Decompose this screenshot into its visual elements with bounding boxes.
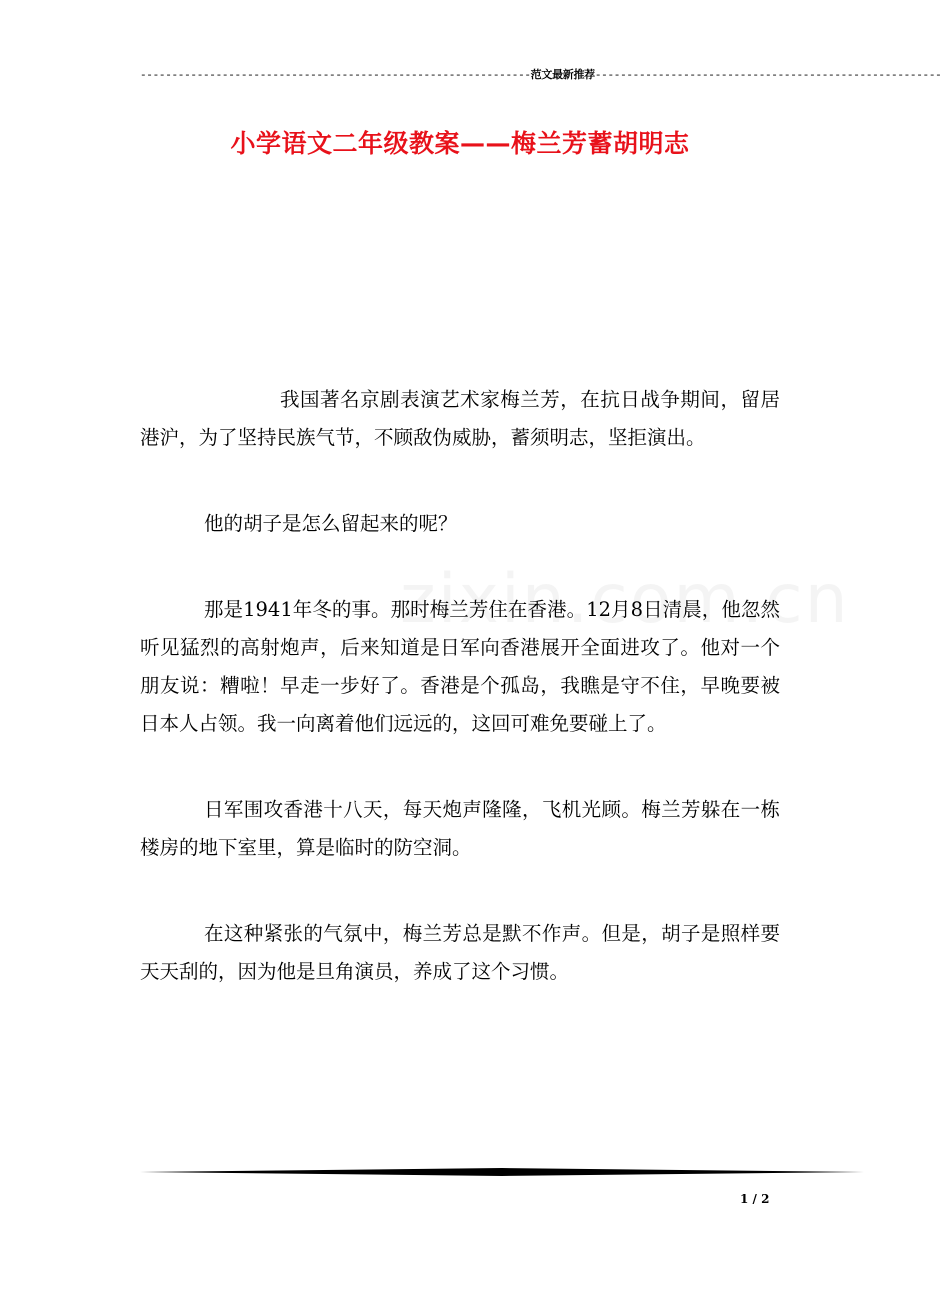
paragraph: 在这种紧张的气氛中，梅兰芳总是默不作声。但是，胡子是照样要天天刮的，因为他是旦角演员，养成了这个习惯。	[140, 922, 780, 983]
header-dashes-left: --------------------------------------------------------------	[140, 70, 531, 82]
document-title: 小学语文二年级教案——梅兰芳蓄胡明志	[230, 129, 690, 158]
header-dashes-right: -------------------------------------------------------	[594, 70, 941, 82]
paragraph: 那是1941年冬的事。那时梅兰芳住在香港。12月8日清晨，他忽然听见猛烈的高射炮声，后来知道是日军向香港展开全面进攻了。他对一个朋友说：糟啦！早走一步好了。香港是个孤岛，我瞧是守不住，早晚要被日本人占领。我一向离着他们远远的，这回可难免要碰上了。	[140, 598, 780, 735]
paragraph: 他的胡子是怎么留起来的呢？	[204, 512, 458, 535]
header-rule	[140, 68, 941, 83]
footer-rule	[140, 1168, 864, 1176]
page-number: 1 / 2	[740, 1192, 770, 1206]
paragraph: 日军围攻香港十八天，每天炮声隆隆，飞机光顾。梅兰芳躲在一栋楼房的地下室里，算是临时的防空洞。	[140, 798, 780, 859]
paragraph: 我国著名京剧表演艺术家梅兰芳，在抗日战争期间，留居港沪，为了坚持民族气节，不顾敌伪威胁，蓄须明志，坚拒演出。	[140, 388, 780, 449]
document-body	[140, 381, 780, 1039]
header-label: 范文最新推荐	[530, 68, 595, 81]
